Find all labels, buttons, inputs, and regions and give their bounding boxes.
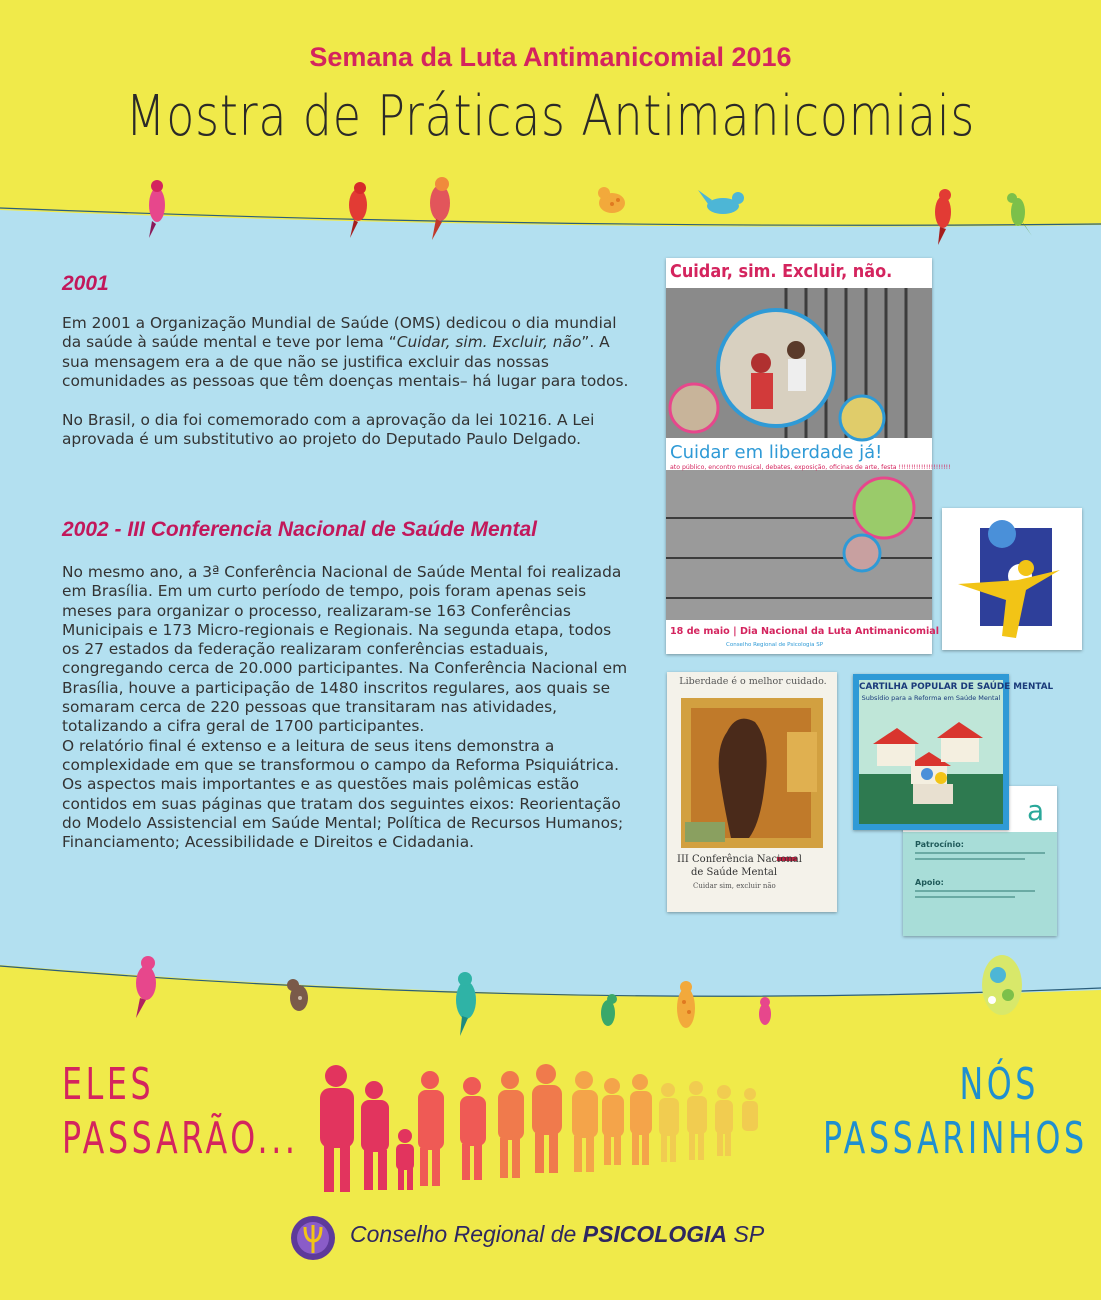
psi-logo-icon [288,1213,338,1263]
bird-icon-top-5 [698,190,744,214]
nos-line-2: PASSARINHOS [823,1113,1088,1164]
poster-2002-top-text: Liberdade é o melhor cuidado. [679,676,827,687]
bird-icon-bottom-7 [982,955,1022,1015]
sheet-rule-2 [915,858,1025,860]
section-2001-paragraph-2: No Brasil, o dia foi comemorado com a aprovação da lei 10216. A Lei aprovada é um substitutivo ao projeto do Deputado Paulo Delgado. [62,411,595,449]
sheet-apoio-label: Apoio: [915,878,944,887]
org-name-part-4: SP [727,1221,765,1247]
booklet-subtitle: Subsídio para a Reforma em Saúde Mental [861,694,1001,702]
poster-2001-bottom-text: 18 de maio | Dia Nacional da Luta Antimanicomial [670,626,940,637]
booklet-title: CARTILHA POPULAR DE SAÚDE MENTAL [859,682,1054,692]
poster-2002-line-3: Cuidar sim, excluir não [693,882,776,890]
poster-2002-line-1: III Conferência Nacional [677,854,802,865]
sheet-rule-4 [915,896,1015,898]
bird-icon-bottom-6 [759,997,771,1025]
sheet-patrocinio-label: Patrocínio: [915,840,964,849]
movement-logo-art [942,508,1082,650]
event-kicker: Semana da Luta Antimanicomial 2016 [309,42,792,72]
p1-quote: Cuidar, sim. Excluir, não [396,333,582,352]
sheet-rule-3 [915,890,1035,892]
poster-2002-image [667,672,837,912]
org-name-part-2: Regional de [453,1221,583,1247]
booklet-image [853,674,1054,830]
poster-2001-image [666,258,951,654]
section-2001-paragraph-1 [62,314,632,391]
eles-line-2: PASSARÃO... [62,1113,299,1164]
p1-part-b: ”. A sua mensagem era a de que não se justifica excluir das nossas comunidades as pessoas que têm doenças mentais– há lugar para todos. [62,333,629,390]
org-name-part-1: Conselho [350,1221,454,1247]
walking-people-illustration [320,1064,758,1192]
section-2001-heading: 2001 [62,272,109,295]
org-name [350,1221,764,1248]
eles-line-1: ELES [62,1059,155,1110]
eles-passarao-text [62,1058,299,1166]
poster-2001-top-text: Cuidar, sim. Excluir, não. [670,262,893,282]
poster-2002-line-2: de Saúde Mental [691,867,778,878]
poster-2001-middle-text: Cuidar em liberdade já! [670,442,883,463]
nos-passarinhos-text [823,1058,1088,1166]
nos-line-1: NÓS [959,1059,1039,1110]
p1-part-a: Em 2001 a Organização Mundial de Saúde (OMS) dedicou o dia mundial da saúde à saúde mental e teve por lema “ [62,314,617,352]
movement-logo-image [942,508,1082,650]
section-2002-heading: 2002 - III Conferencia Nacional de Saúde Mental [62,518,537,541]
page-title: Mostra de Práticas Antimanicomiais [125,84,976,149]
sheet-letter: a [1027,794,1045,827]
sheet-rule-1 [915,852,1045,854]
poster-2001-org-text: Conselho Regional de Psicologia SP [726,642,824,648]
bird-icon-top-4 [598,187,625,213]
section-2002-paragraph: No mesmo ano, a 3ª Conferência Nacional de Saúde Mental foi realizada em Brasília. Em um curto período de tempo, pois foram apenas seis meses para organizar o processo, realizaram-se 163 Conferências Municipais e 173 Micro-regionais e Regionais. Na segunda etapa, todos os 27 estados da federação realizaram conferências estaduais, congregando cerca de 20.000 participantes. Na Conferência Nacional em Brasília, houve a participação de 1480 inscritos regulares, aos quais se somaram cerca de 220 pessoas que transitaram nas atividades, totalizando a cifra geral de 1700 participantes. O relatório final é extenso e a leitura de seus itens demonstra a complexidade em que se transformou o campo da Reforma Psiquiátrica. Os aspectos mais importantes e as questões mais polêmicas estão contidos em suas páginas que tratam dos seguintes eixos: Reorientação do Modelo Assistencial em Saúde Mental; Política de Recursos Humanos; Financiamento; Acessibilidade e Direitos e Cidadania. [62,563,628,852]
bird-icon-bottom-4 [601,994,617,1026]
poster-2001-sub-text: ato público, encontro musical, debates, exposição, oficinas de arte, festa !!!!!!!!!!!!!!!!!!!!! [670,464,951,471]
org-name-part-3: PSICOLOGIA [582,1221,728,1247]
